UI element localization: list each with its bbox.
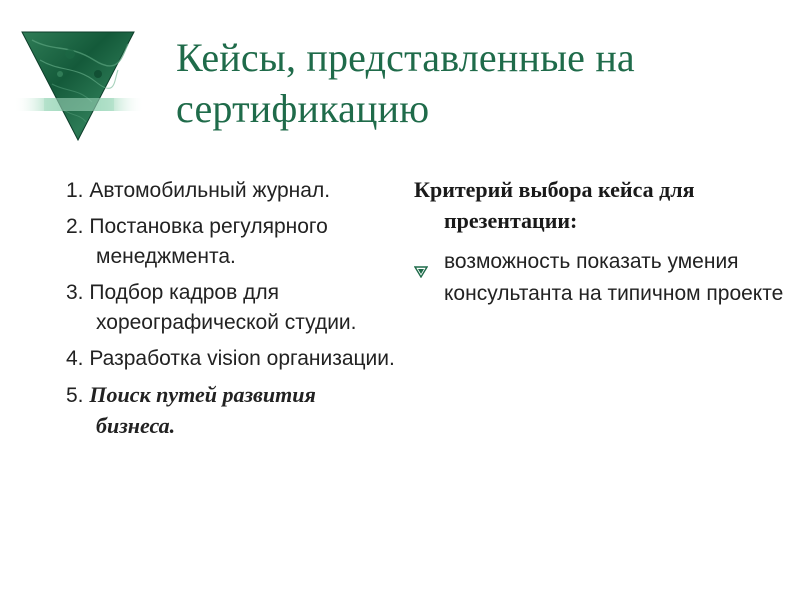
item-number: 1. [66, 179, 84, 202]
list-item [66, 380, 396, 442]
item-number: 3. [66, 281, 84, 304]
list-item [66, 176, 396, 206]
title-line-1: Кейсы, представленные на [176, 35, 635, 80]
criterion-block [414, 174, 784, 310]
item-text: Постановка регулярного менеджмента. [89, 215, 328, 268]
green-triangle-logo-icon [14, 30, 144, 142]
item-text: Разработка vision организации. [89, 347, 395, 370]
slide-title [176, 32, 776, 134]
title-line-2: сертификацию [176, 86, 430, 131]
item-number: 5. [66, 384, 84, 407]
list-item [66, 278, 396, 338]
criterion-item-text: возможность показать умения консультанта на типичном проекте [444, 250, 784, 305]
cases-list [66, 176, 396, 448]
list-item [66, 344, 396, 374]
item-number: 2. [66, 215, 84, 238]
item-number: 4. [66, 347, 84, 370]
list-item [66, 212, 396, 272]
item-text: Подбор кадров для хореографической студии. [89, 281, 357, 334]
item-text: Автомобильный журнал. [89, 179, 331, 202]
triangle-bullet-icon [414, 256, 428, 268]
criterion-heading: Критерий выбора кейса для презентации: [414, 177, 695, 233]
item-text-emphasis: Поиск путей развития бизнеса. [89, 382, 316, 438]
criterion-item [414, 246, 784, 310]
